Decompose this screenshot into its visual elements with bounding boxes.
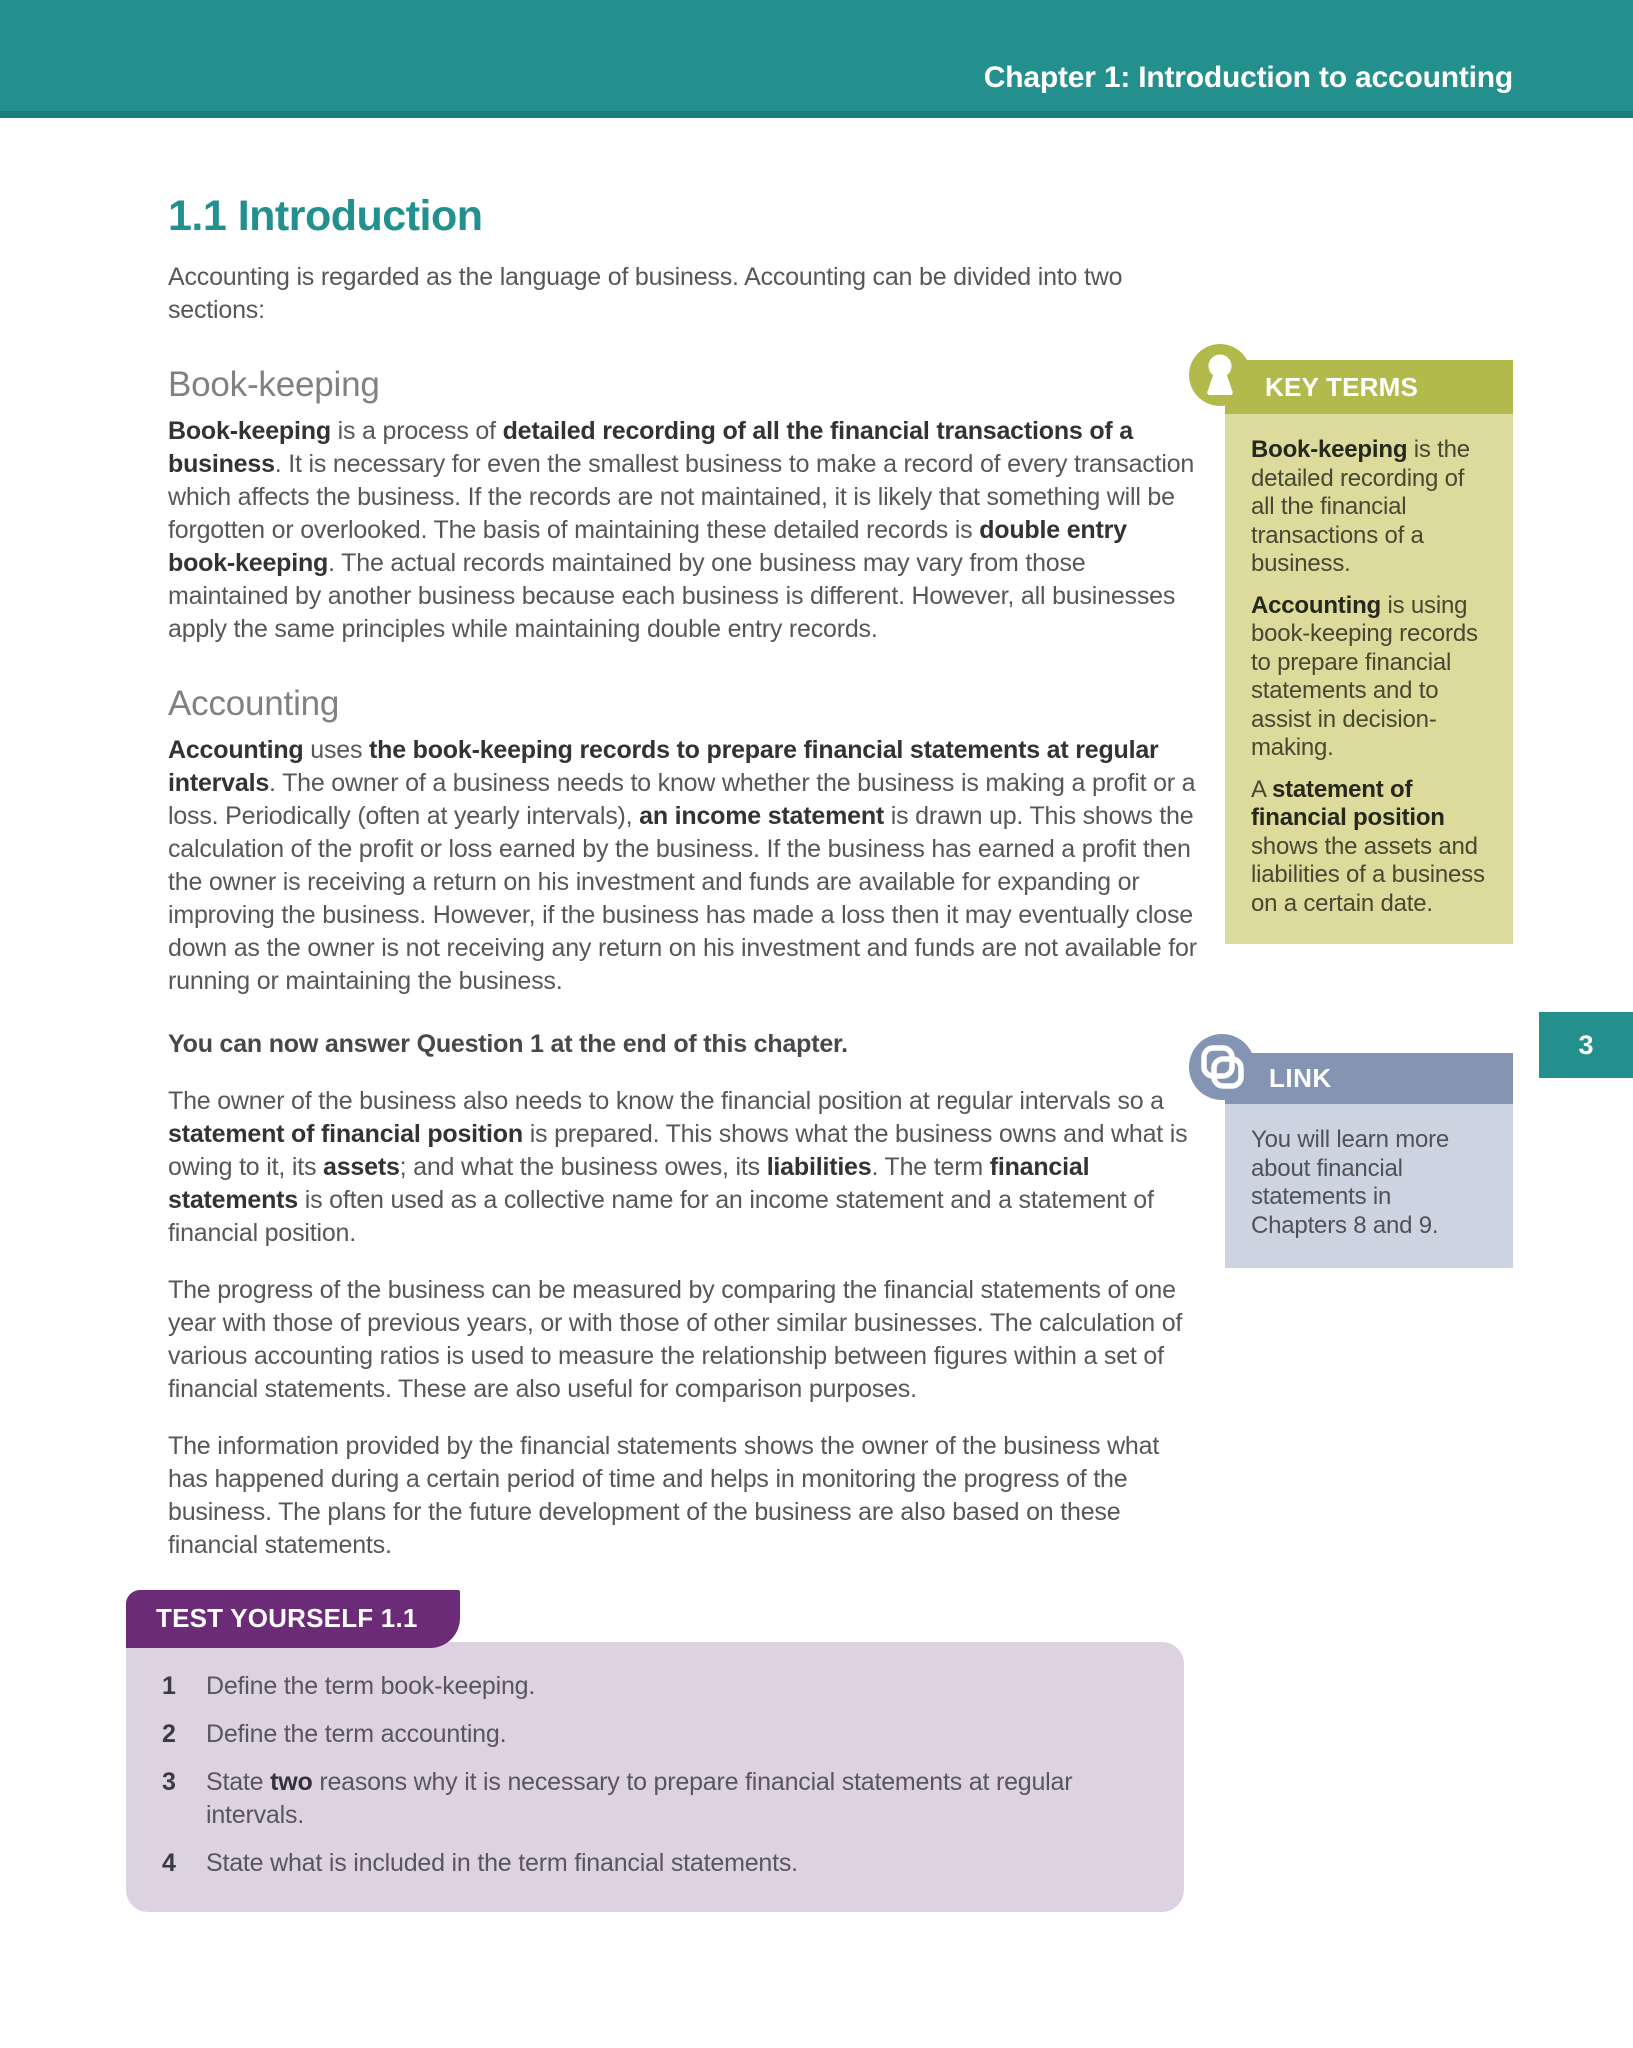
question-text: Define the term accounting. (206, 1720, 507, 1748)
chain-link-icon (1189, 1034, 1255, 1105)
page-number: 3 (1578, 1029, 1594, 1060)
test-yourself-box (126, 1590, 1184, 1912)
key-term-accounting: Accounting is using book-keeping records to prepare financial statements and to assist in decision-making. (1251, 591, 1478, 761)
key-terms-header: KEY TERMS (1225, 360, 1513, 414)
accounting-heading: Accounting (168, 684, 340, 723)
section-title: 1.1 Introduction (168, 192, 483, 240)
key-term-bookkeeping: Book-keeping is the detailed recording of all the financial transactions of a business. (1251, 436, 1470, 577)
link-header: LINK (1225, 1053, 1513, 1104)
chapter-header-bar (0, 0, 1633, 118)
question-row (162, 1847, 1154, 1880)
question-text: State what is included in the term financial statements. (206, 1849, 798, 1877)
question-text: Define the term book-keeping. (206, 1672, 536, 1700)
link-box (1225, 1053, 1513, 1268)
key-terms-box (1225, 360, 1513, 944)
bookkeeping-heading: Book-keeping (168, 365, 380, 404)
question-number: 2 (162, 1720, 176, 1748)
link-body: You will learn more about financial statements in Chapters 8 and 9. (1225, 1104, 1513, 1268)
keyhole-icon (1189, 344, 1251, 411)
question-number: 3 (162, 1768, 176, 1796)
question-row (162, 1718, 1154, 1751)
intro-paragraph: Accounting is regarded as the language of business. Accounting can be divided into two sections: (168, 263, 1123, 324)
question-row (162, 1670, 1154, 1703)
bookkeeping-paragraph: Book-keeping is a process of detailed recording of all the financial transactions of a business. It is necessary for even the smallest business to make a record of every transaction which affects the business. If the records are not maintained, it is likely that something will be forgotten or overlooked. The basis of maintaining these detailed records is double entry book-keeping. The actual records maintained by one business may vary from those maintained by another business because each business is different. However, all businesses apply the same principles while maintaining double entry records. (168, 417, 1195, 643)
information-paragraph: The information provided by the financial statements shows the owner of the business what has happened during a certain period of time and helps in monitoring the progress of the business. The plans for the future development of the business are also based on these financial statements. (168, 1432, 1160, 1559)
key-term-statement-of-financial-position: A statement of financial position shows the assets and liabilities of a business on a certain date. (1251, 775, 1485, 917)
answer-note: You can now answer Question 1 at the end of this chapter. (168, 1030, 848, 1058)
question-text: State two reasons why it is necessary to prepare financial statements at regular intervals. (206, 1768, 1073, 1829)
progress-paragraph: The progress of the business can be measured by comparing the financial statements of one year with those of previous years, or with those of other similar businesses. The calculation of various accounting ratios is used to measure the relationship between figures within a set of financial statements. These are also useful for comparison purposes. (168, 1276, 1183, 1403)
question-number: 4 (162, 1849, 176, 1877)
test-yourself-question-list (126, 1642, 1184, 1912)
main-content (156, 118, 1198, 1912)
page-number-tab (1539, 1012, 1633, 1078)
key-terms-body (1225, 414, 1513, 944)
question-row (162, 1766, 1154, 1832)
financial-position-paragraph: The owner of the business also needs to know the financial position at regular intervals so a statement of financial position is prepared. This shows what the business owns and what is owing to it, its assets; and what the business owes, its liabilities. The term financial statements is often used as a collective name for an income statement and a statement of financial position. (168, 1087, 1188, 1247)
question-number: 1 (162, 1672, 176, 1700)
test-yourself-title: TEST YOURSELF 1.1 (126, 1590, 460, 1648)
accounting-paragraph: Accounting uses the book-keeping records to prepare financial statements at regular intervals. The owner of a business needs to know whether the business is making a profit or a loss. Periodically (often at yearly intervals), an income statement is drawn up. This shows the calculation of the profit or loss earned by the business. If the business has earned a profit then the owner is receiving a return on his investment and funds are available for expanding or improving the business. However, if the business has made a loss then it may eventually close down as the owner is not receiving any return on his investment and funds are not available for running or maintaining the business. (168, 736, 1197, 995)
chapter-title: Chapter 1: Introduction to accounting (983, 61, 1513, 94)
